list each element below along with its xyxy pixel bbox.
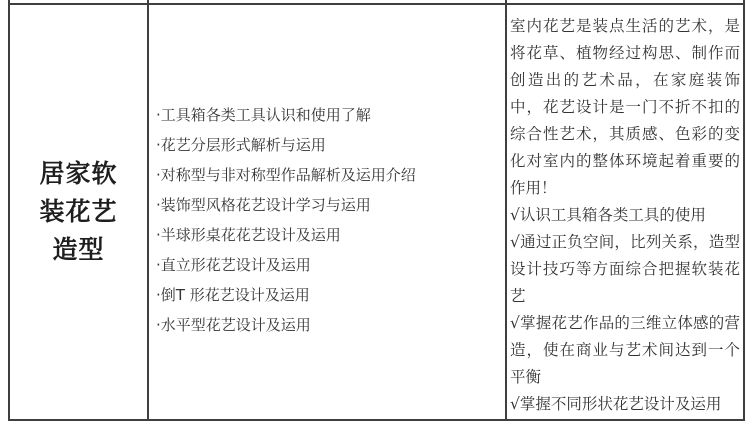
checkpoint-item: √通过正负空间，比列关系，造型设计技巧等方面综合把握软装花艺 [510, 233, 740, 305]
checkpoint-item: √认识工具箱各类工具的使用 [510, 206, 706, 224]
table-row-bottom-border [8, 419, 745, 421]
category-title-line: 造型 [52, 235, 105, 264]
bullet-item: ·半球形桌花花艺设计及运用 [156, 226, 341, 244]
bullet-item: ·装饰型风格花艺设计学习与运用 [156, 196, 371, 214]
bullet-item: ·倒T 形花艺设计及运用 [156, 286, 310, 304]
table-cell-description [507, 5, 743, 419]
category-title-line: 装花艺 [39, 197, 118, 226]
bullet-item: ·水平型花艺设计及运用 [156, 316, 311, 334]
table-cell-course-contents [149, 5, 505, 419]
bullet-item: ·花艺分层形式解析与运用 [156, 136, 326, 154]
checkpoint-item: √掌握花艺作品的三维立体感的营造，使在商业与艺术间达到一个平衡 [510, 314, 740, 386]
description-paragraph: 室内花艺是装点生活的艺术，是将花草、植物经过构思、制作而创造出的艺术品，在家庭装饰中，花艺设计是一门不折不扣的综合性艺术，其质感、色彩的变化对室内的整体环境起着重要的作用！ [510, 17, 740, 197]
table-border-right [743, 0, 745, 421]
bullet-item: ·直立形花艺设计及运用 [156, 256, 311, 274]
table-cell-category [10, 5, 147, 419]
bullet-item: ·对称型与非对称型作品解析及运用介绍 [156, 166, 416, 184]
checkpoint-item: √掌握不同形状花艺设计及运用 [510, 395, 722, 413]
bullet-item: ·工具箱各类工具认识和使用了解 [156, 106, 371, 124]
category-title-line: 居家软 [39, 159, 118, 188]
